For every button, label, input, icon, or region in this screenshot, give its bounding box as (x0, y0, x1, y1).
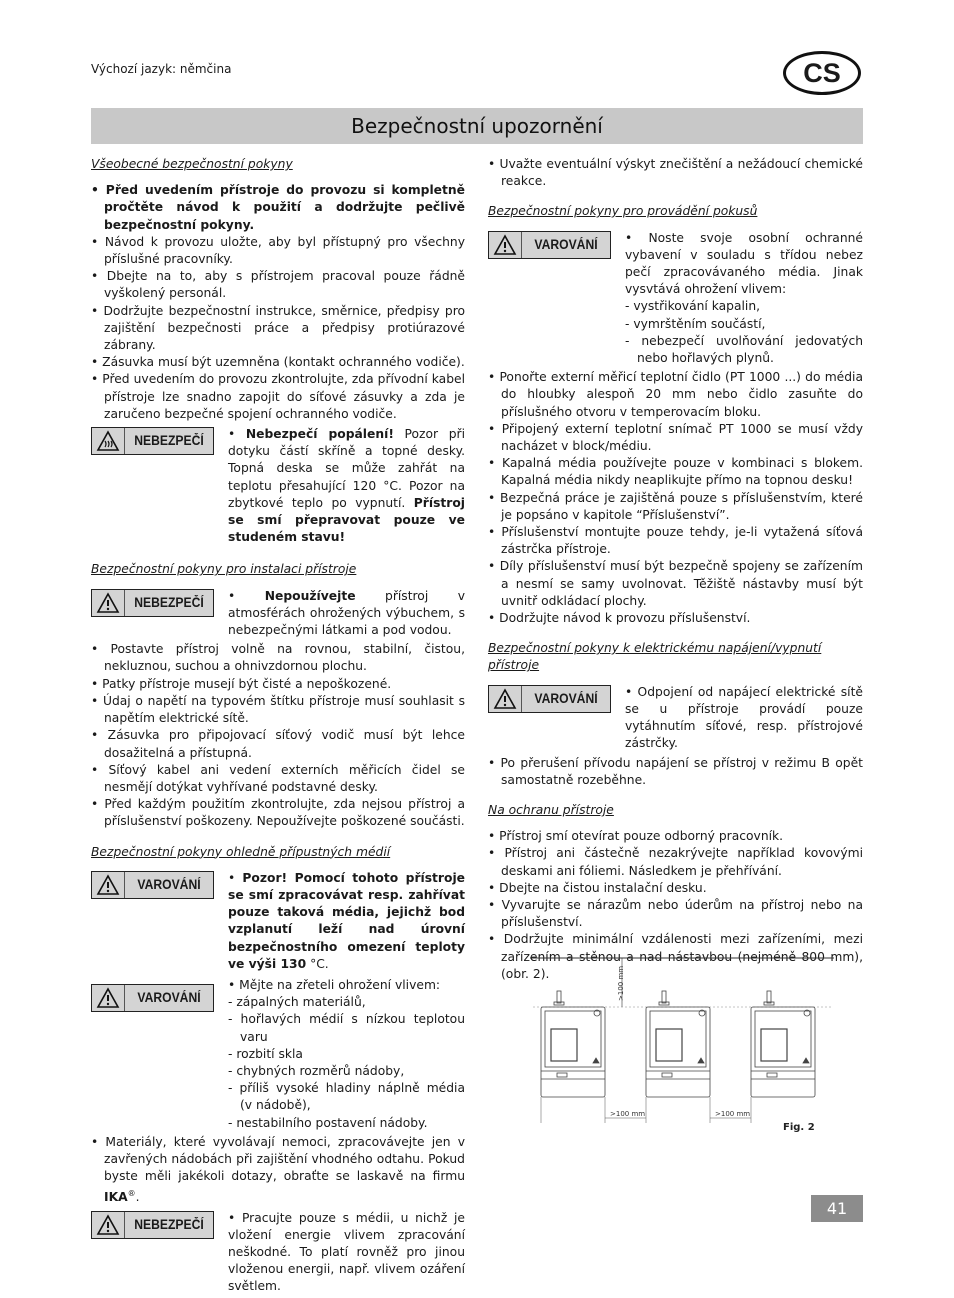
bullet-accessories: • Bezpečná práce je zajištěná pouze s příslušenstvím, které je popsáno v kapitole “Příslušenství”. (488, 490, 863, 522)
pathogenic-text: • Materiály, které vyvolávají nemoci, zpracovávejte jen v zavřených nádobách při zajištění vhodného odtahu. Pokud byste měli jakékoli dotazy, obraťte se laskavě na firmu (91, 1134, 465, 1184)
bullet-liquid-media: • Kapalná média používejte pouze v kombinaci s blokem. Kapalná média nikdy neaplikujte přímo na topnou desku! (488, 456, 863, 488)
figure-2-device-spacing (528, 955, 836, 1135)
section-heading-media: Bezpečnostní pokyny ohledně přípustných médií (91, 844, 391, 859)
danger-energy-block (91, 1210, 465, 1296)
burn-warning-text: Pozor při dotyku částí skříně a topné desky. Topná deska se může zahřát na teplotu přesahující 120 °C. Pozor na zbytkové teplo po vypnutí. (228, 427, 465, 510)
ppe-item: - vymrštěním součástí, (625, 316, 766, 331)
warning-label-text: VAROVÁNÍ (534, 691, 598, 707)
danger-burn-text: • Nebezpečí popálení! Pozor při dotyku částí skříně a topné desky. Topná deska se může zahřát na teplotu přesahující 120 °C. Pozor na zbytkové teplo po vypnutí. Přístroj se smí přepravovat pouze ve studeném stavu! (228, 427, 465, 545)
bullet-sensor-in-block: • Připojený externí teplotní snímač PT 1000 se musí vždy nacházet v block/médiu. (488, 421, 863, 454)
brand-name: IKA (104, 1190, 128, 1205)
right-column (488, 156, 863, 983)
bullet-min-distances: • Dodržujte minimální vzdálenosti mezi zařízeními, mezi zařízením a stěnou a nad nástavbou (nejméně 800 mm), (obr. 2). (488, 932, 863, 981)
hazard-item: - hořlavých médií s nízkou teplotou varu (228, 1012, 465, 1044)
bullet-clean-plate: • Dbejte na čistou instalační desku. (488, 880, 707, 895)
bullet-cable-heating-plate: • Síťový kabel ani vedení externích měřicích čidel se nesmějí dotýkat vyhřívané podstavné desky. (91, 762, 465, 794)
section-heading-installation: Bezpečnostní pokyny pro instalaci přístroje (91, 562, 357, 577)
warning-disconnect-block (488, 684, 863, 753)
bullet-check-cable: • Před uvedením do provozu zkontrolujte, zda přívodní kabel přístroje lze snadno zapojit do síťové zásuvky a zda je zaručeno bezpečné spojení ochranného vodiče. (91, 372, 465, 421)
dimension-left-label: >100 mm (610, 1110, 646, 1118)
warning-label-text: VAROVÁNÍ (534, 237, 598, 252)
warning-label (488, 231, 611, 259)
hazards-list (228, 977, 465, 1132)
warning-triangle-icon (92, 985, 125, 1011)
danger-label-text: NEBEZPEČÍ (134, 433, 204, 449)
flashpoint-text: • Pozor! Pomocí tohoto přístroje se smí zpracovávat resp. zahřívat pouze taková média, jejichž bod vzplanutí leží nad úrovní bezpečnostního omezení teploty ve výši 130 °C. (228, 870, 465, 971)
bullet-voltage: • Údaj o napětí na typovém štítku přístroje musí souhlasit s napětím elektrické sítě. (91, 693, 465, 726)
bullet-trained-staff: • Dbejte na to, aby s přístrojem pracoval pouze řádně vyškolený personál. (91, 269, 465, 301)
hot-surface-icon (92, 428, 125, 454)
danger-label-text: NEBEZPEČÍ (134, 595, 204, 611)
warning-label (91, 984, 214, 1012)
warning-label-text: VAROVÁNÍ (137, 877, 201, 893)
dimension-top-label: >100 mm (617, 965, 625, 1001)
ppe-list (625, 230, 863, 368)
sentence-end: . (135, 1190, 140, 1205)
registered-mark: ® (127, 1189, 136, 1199)
danger-burn-block (91, 426, 465, 546)
danger-label (91, 427, 214, 455)
ppe-intro: • Noste svoje osobní ochranné vybavení v souladu s třídou nebez pečí zpracovávaného média. Jinak vysvtává ohrožení vlivem: (625, 230, 863, 297)
danger-explosion-text: • Nepoužívejte přístroj v atmosférách ohrožených výbuchem, s nebezpečnými látkami a pod vodou. (228, 588, 465, 638)
bullet-store-manual: • Návod k provozu uložte, aby byl přístupný pro všechny příslušné pracovníky. (91, 234, 465, 267)
warning-triangle-icon (92, 872, 125, 898)
hazard-item: - chybných rozměrů nádoby, (228, 1063, 405, 1078)
energy-text: • Pracujte pouze s médii, u nichž je vložení energie vlivem zpracování neškodné. To platí rovněž pro jinou vloženou energii, např. vlivem ozáření světlem. (228, 1210, 465, 1294)
warning-triangle-icon (92, 590, 125, 616)
bullet-open-specialist: • Přístroj smí otevírat pouze odborný pracovník. (488, 829, 784, 844)
bullet-restart-mode-b: • Po přerušení přívodu napájení se přístroj v režimu B opět samostatně rozeběhne. (488, 755, 863, 787)
warning-flashpoint-block (91, 870, 465, 973)
bullet-feet-clean: • Patky přístroje musejí být čisté a nepoškozené. (91, 676, 392, 691)
ppe-item: - nebezpečí uvolňování jedovatých nebo hořlavých plynů. (625, 333, 863, 366)
danger-label (91, 1211, 214, 1239)
warning-hazards-block (91, 977, 465, 1132)
flashpoint-bold: Pozor! Pomocí tohoto přístroje se smí zpracovávat resp. zahřívat pouze taková média, jejichž bod vzplanutí leží nad úrovní bezpečnostního omezení teploty ve výši 130 (228, 870, 465, 971)
bullet-place-device: • Postavte přístroj volně na rovnou, stabilní, čistou, nekluznou, suchou a ohnivzdornou plochu. (91, 642, 465, 674)
hazard-item: - rozbití skla (228, 1046, 303, 1061)
bullet-secure-parts: • Díly příslušenství musí být bezpečně spojeny se zařízením a nesmí se samy uvolnovat. Těžiště nástavby musí být uvnitř odkládací plochy. (488, 559, 863, 608)
figure-caption: Fig. 2 (783, 1122, 815, 1133)
bullet-avoid-impacts: • Vyvarujte se nárazům nebo úderům na přístroj nebo na příslušenství. (488, 897, 863, 930)
header-language: Výchozí jazyk: němčina (91, 62, 232, 76)
bullet-accessory-manual: • Dodržujte návod k provozu příslušenství. (488, 611, 751, 626)
hazard-item: - příliš vysoké hladiny náplně média (v nádobě), (228, 1081, 465, 1113)
warning-triangle-icon (92, 1212, 125, 1238)
bullet-safety-rules: • Dodržujte bezpečnostní instrukce, směrnice, předpisy pro zajištění bezpečnosti práce a předpisy protiúrazové zábrany. (91, 303, 465, 353)
danger-label-text: NEBEZPEČÍ (134, 1217, 204, 1233)
warning-label (91, 871, 214, 899)
flashpoint-unit: °C. (306, 956, 329, 971)
bullet-sensor-depth: • Ponořte externí měřicí teplotní čidlo (PT 1000 ...) do média do hloubky alespoň 20 mm nebo čidlo zasuňte do příslušného otvoru v temperovacím bloku. (488, 370, 863, 419)
warning-triangle-icon (489, 232, 522, 258)
warning-label (488, 685, 611, 713)
device-spacing-drawing (528, 955, 836, 1135)
bullet-check-damage: • Před každým použitím zkontrolujte, zda nejsou přístroj a příslušenství poškozeny. Nepoužívejte poškozené součásti. (91, 797, 465, 829)
bullet-pathogenic-materials (91, 1134, 465, 1207)
hazard-item: - zápalných materiálů, (228, 995, 366, 1010)
do-not-use-bold: Nepoužívejte (264, 588, 356, 603)
bullet-read-manual: • Před uvedením přístroje do provozu si kompletně pročtěte návod k použití a dodržujte pečlivě bezpečnostní pokyny. (91, 183, 465, 232)
bullet-grounded-socket: • Zásuvka musí být uzemněna (kontakt ochranného vodiče). (91, 355, 465, 370)
danger-label (91, 589, 214, 617)
bullet-socket-access: • Zásuvka pro připojovací síťový vodič musí být lehce dosažitelná a přístupná. (91, 728, 465, 760)
warning-label-text: VAROVÁNÍ (137, 990, 201, 1006)
hazard-item: - nestabilního postavení nádoby. (228, 1115, 428, 1130)
burn-warning-bold: Nebezpečí popálení! (245, 427, 394, 442)
section-heading-experiments: Bezpečnostní pokyny pro provádění pokusů (488, 204, 758, 219)
disconnect-text: • Odpojení od napájecí elektrické sítě se u přístroje provádí pouze vytáhnutím síťové, resp. přístrojové zástrčky. (625, 684, 863, 751)
section-heading-general: Všeobecné bezpečnostní pokyny (91, 157, 293, 171)
bullet-contamination: • Uvažte eventuální výskyt znečištění a nežádoucí chemické reakce. (488, 157, 863, 189)
transport-cold-text: Přístroj se smí přepravovat pouze ve studeném stavu! (228, 495, 465, 545)
explosion-warning-text: přístroj v atmosférách ohrožených výbuchem, s nebezpečnými látkami a pod vodou. (228, 588, 465, 638)
warning-ppe-block (488, 230, 863, 368)
page-number: 41 (811, 1195, 863, 1222)
section-heading-protection: Na ochranu přístroje (488, 802, 614, 817)
left-column (91, 156, 465, 1298)
dimension-right-label: >100 mm (715, 1110, 751, 1118)
bullet-mount-unplugged: • Příslušenství montujte pouze tehdy, je-li vytažená síťová zástrčka přístroje. (488, 525, 863, 557)
danger-explosion-block (91, 588, 465, 640)
section-heading-power: Bezpečnostní pokyny k elektrickému napájení/vypnutí přístroje (488, 641, 822, 673)
bullet-do-not-cover: • Přístroj ani částečně nezakrývejte například kovovými deskami ani fóliemi. Následkem je přehřívání. (488, 846, 863, 878)
page-title: Bezpečnostní upozornění (91, 108, 863, 144)
warning-triangle-icon (489, 686, 522, 712)
ppe-item: - vystřikování kapalin, (625, 299, 761, 314)
hazards-intro: • Mějte na zřeteli ohrožení vlivem: (228, 977, 441, 992)
language-badge: CS (783, 51, 861, 95)
